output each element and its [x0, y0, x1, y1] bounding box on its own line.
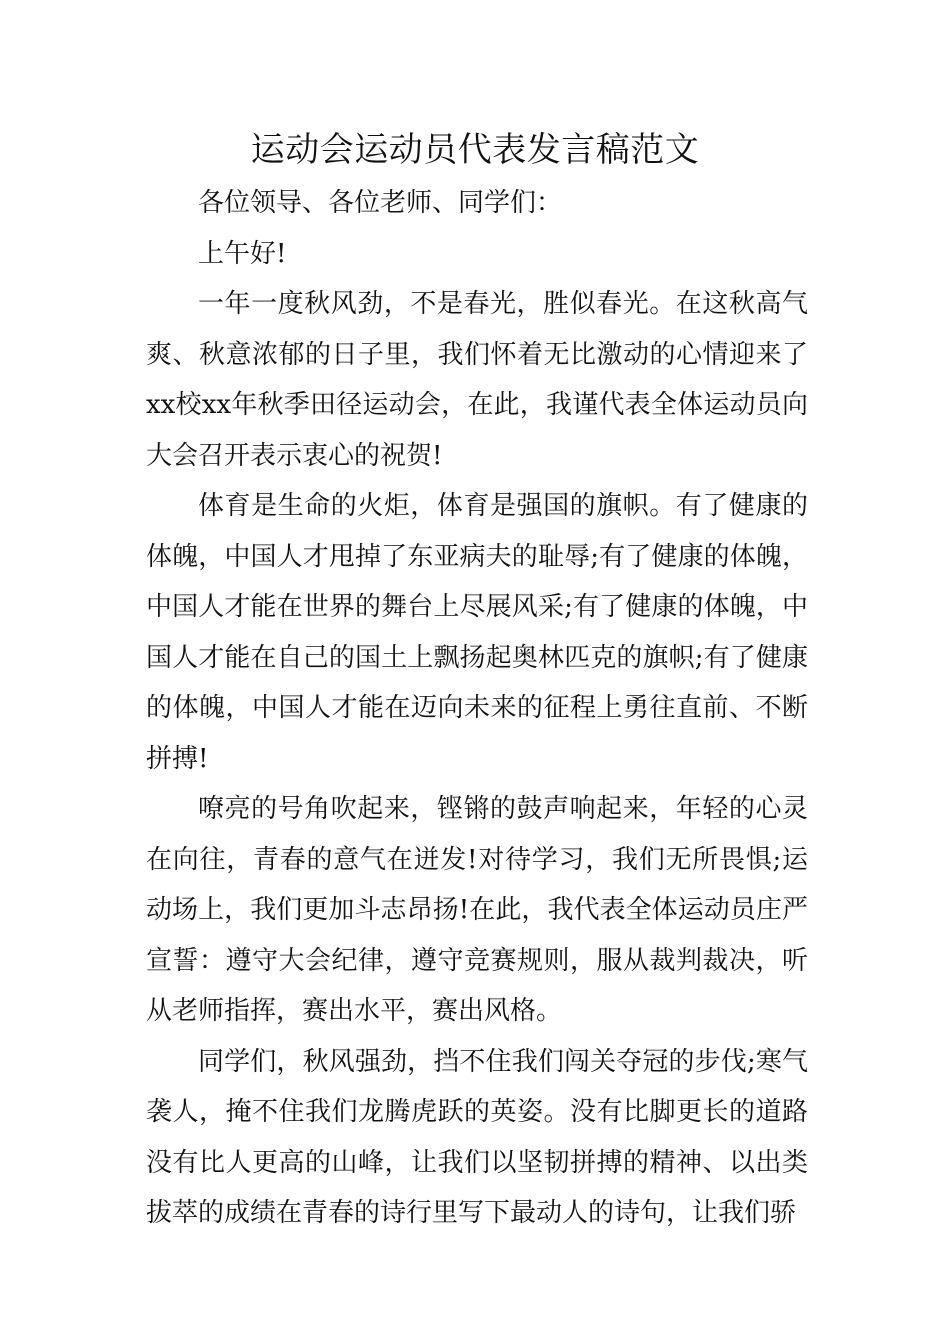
paragraph-encouragement: 同学们，秋风强劲，挡不住我们闯关夺冠的步伐;寒气袭人，掩不住我们龙腾虎跃的英姿。没有比脚更长的道路没有比人更高的山峰，让我们以坚韧拼搏的精神、以出类拔萃的成绩在青春的诗行里写下最动人的诗句，让我们骄: [146, 1046, 808, 1228]
document-title: 运动会运动员代表发言稿范文: [250, 130, 700, 170]
paragraph-opening: 一年一度秋风劲，不是春光，胜似春光。在这秋高气爽、秋意浓郁的日子里，我们怀着无比激动的心情迎来了xx校xx年秋季田径运动会，在此，我谨代表全体运动员向大会召开表示衷心的祝贺!: [146, 289, 808, 471]
document-body: [146, 178, 808, 1239]
paragraph-salutation: 各位领导、各位老师、同学们：: [198, 188, 563, 218]
paragraph-greeting: 上午好!: [198, 238, 287, 269]
paragraph-oath: 嘹亮的号角吹起来，铿锵的鼓声响起来，年轻的心灵在向往，青春的意气在迸发!对待学习，我们无所畏惧;运动场上，我们更加斗志昂扬!在此，我代表全体运动员庄严宣誓：遵守大会纪律，遵守竞赛规则，服从裁判裁决，听从老师指挥，赛出水平，赛出风格。: [146, 794, 808, 1026]
paragraph-sports-meaning: 体育是生命的火炬，体育是强国的旗帜。有了健康的体魄，中国人才甩掉了东亚病夫的耻辱;有了健康的体魄，中国人才能在世界的舞台上尽展风采;有了健康的体魄，中国人才能在自己的国土上飘扬起奥林匹克的旗帜;有了健康的体魄，中国人才能在迈向未来的征程上勇往直前、不断拼搏!: [146, 491, 808, 774]
